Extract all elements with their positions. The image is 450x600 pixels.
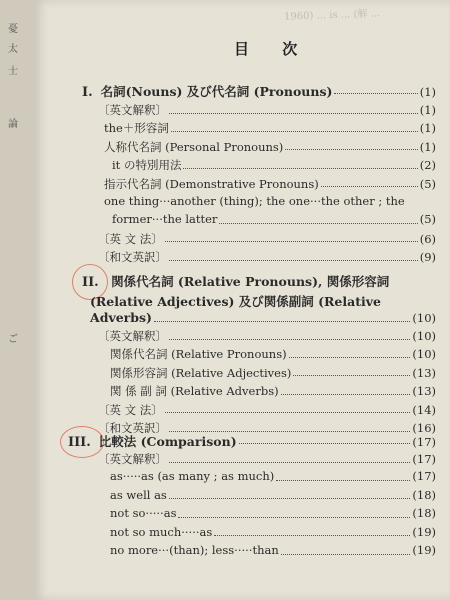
gutter-char: 太	[8, 44, 18, 55]
toc-entry	[112, 157, 436, 175]
bleed-through-text: 1960) ... is ... (解 ...	[283, 8, 381, 23]
entry-label: one thing···another (thing); the one···the other ; the	[104, 194, 405, 208]
toc-entry	[110, 469, 436, 487]
entry-label: 〔英 文 法〕	[98, 231, 163, 246]
leader-dots	[285, 149, 417, 150]
entry-label: 〔和文英訳〕	[98, 250, 167, 265]
entry-label: 〔英文解釈〕	[98, 452, 167, 466]
entry-label: former···the latter	[112, 212, 218, 227]
toc-entry	[110, 383, 436, 401]
leader-dots	[289, 357, 411, 358]
leader-dots	[169, 260, 418, 261]
section-numeral: I.	[82, 85, 93, 100]
section-title: 関係代名詞 (Relative Pronouns), 関係形容詞	[111, 274, 390, 289]
section-title: 比較法 (Comparison)	[98, 434, 237, 449]
entry-label: the＋形容詞	[104, 121, 169, 136]
section-numeral: II.	[82, 275, 99, 290]
page-number: (18)	[412, 487, 436, 502]
leader-dots	[219, 223, 417, 224]
toc-entry	[98, 328, 436, 346]
page-number: (17)	[412, 435, 436, 449]
toc-entry	[112, 212, 436, 230]
page-title: 目 次	[234, 40, 312, 58]
toc-entry	[98, 231, 436, 249]
gutter-char: ご	[8, 334, 18, 345]
entry-label: 関係代名詞 (Relative Pronouns)	[110, 347, 287, 362]
section-title: 名詞(Nouns) 及び代名詞 (Pronouns)	[100, 84, 333, 99]
entry-label: as well as	[110, 487, 167, 502]
entry-label: no more···(than); less·····than	[110, 543, 279, 557]
page-number: (10)	[412, 329, 436, 343]
toc-section-3	[68, 432, 436, 450]
section-title-line-3: Adverbs)	[90, 310, 152, 325]
leader-dots	[321, 186, 418, 187]
toc-section-1	[82, 82, 436, 100]
toc-entry	[104, 139, 436, 157]
leader-dots	[171, 131, 418, 132]
toc-entry	[98, 249, 436, 267]
adjacent-page-gutter	[0, 0, 34, 600]
page-number: (18)	[412, 506, 436, 521]
page-number: (1)	[419, 103, 436, 117]
leader-dots	[281, 554, 411, 555]
toc-entry	[98, 402, 436, 420]
toc-section-2	[82, 272, 389, 290]
leader-dots	[293, 375, 410, 376]
leader-dots	[169, 498, 411, 499]
section-numeral: III.	[68, 435, 91, 450]
leader-dots	[239, 443, 411, 444]
page-number: (9)	[419, 250, 436, 265]
toc-entry	[110, 506, 436, 524]
toc-entry	[110, 543, 436, 561]
gutter-char: 士	[8, 66, 18, 77]
entry-label: not so·····as	[110, 506, 177, 521]
page-number: (10)	[412, 347, 436, 362]
page-number: (6)	[419, 231, 436, 246]
section-title-line-2: (Relative Adjectives) 及び関係副詞 (Relative	[90, 294, 381, 309]
page-number: (2)	[419, 158, 436, 173]
entry-label: it の特別用法	[112, 158, 182, 173]
leader-dots	[165, 241, 418, 242]
toc-entry	[110, 365, 436, 383]
page-number: (5)	[419, 176, 436, 191]
toc-entry	[98, 451, 436, 469]
leader-dots	[178, 517, 410, 518]
toc-entry	[104, 120, 436, 138]
leader-dots	[169, 113, 418, 114]
leader-dots	[154, 321, 410, 322]
toc-entry	[110, 346, 436, 364]
entry-label: 関係形容詞 (Relative Adjectives)	[110, 365, 292, 380]
entry-label: 人称代名詞 (Personal Pronouns)	[104, 139, 284, 154]
gutter-char: 論	[8, 119, 18, 130]
entry-label: 〔英文解釈〕	[98, 329, 167, 343]
leader-dots	[276, 480, 410, 481]
leader-dots	[334, 93, 417, 94]
entry-label: as·····as (as many ; as much)	[110, 469, 275, 484]
entry-label: not so much·····as	[110, 524, 213, 539]
leader-dots	[169, 339, 410, 340]
leader-dots	[169, 462, 410, 463]
page-number: (14)	[412, 402, 436, 417]
leader-dots	[281, 394, 411, 395]
page-number: (1)	[419, 139, 436, 154]
page-number: (17)	[412, 452, 436, 466]
entry-label: 〔和文英訳〕	[98, 421, 167, 435]
toc-entry	[110, 525, 436, 543]
leader-dots	[214, 535, 410, 536]
page-number: (13)	[412, 384, 436, 399]
leader-dots	[183, 168, 417, 169]
toc-entry	[104, 176, 436, 194]
leader-dots	[165, 412, 411, 413]
toc-entry	[98, 102, 436, 120]
page-number: (13)	[412, 365, 436, 380]
page-number: (1)	[419, 121, 436, 136]
entry-label: 関 係 副 詞 (Relative Adverbs)	[110, 384, 279, 399]
contents-page	[34, 0, 450, 600]
toc-entry	[104, 194, 436, 212]
page-number: (17)	[412, 469, 436, 484]
gutter-char: 憂	[8, 24, 18, 35]
page-number: (1)	[419, 85, 436, 99]
entry-label: 指示代名詞 (Demonstrative Pronouns)	[104, 176, 319, 191]
entry-label: 〔英文解釈〕	[98, 103, 167, 117]
page-number: (19)	[412, 524, 436, 539]
page-number: (5)	[419, 212, 436, 227]
toc-entry	[110, 488, 436, 506]
entry-label: 〔英 文 法〕	[98, 402, 163, 417]
page-number: (19)	[412, 543, 436, 557]
page-number: (16)	[412, 421, 436, 435]
page-number: (10)	[412, 311, 436, 325]
toc-section-2-end	[90, 310, 436, 328]
